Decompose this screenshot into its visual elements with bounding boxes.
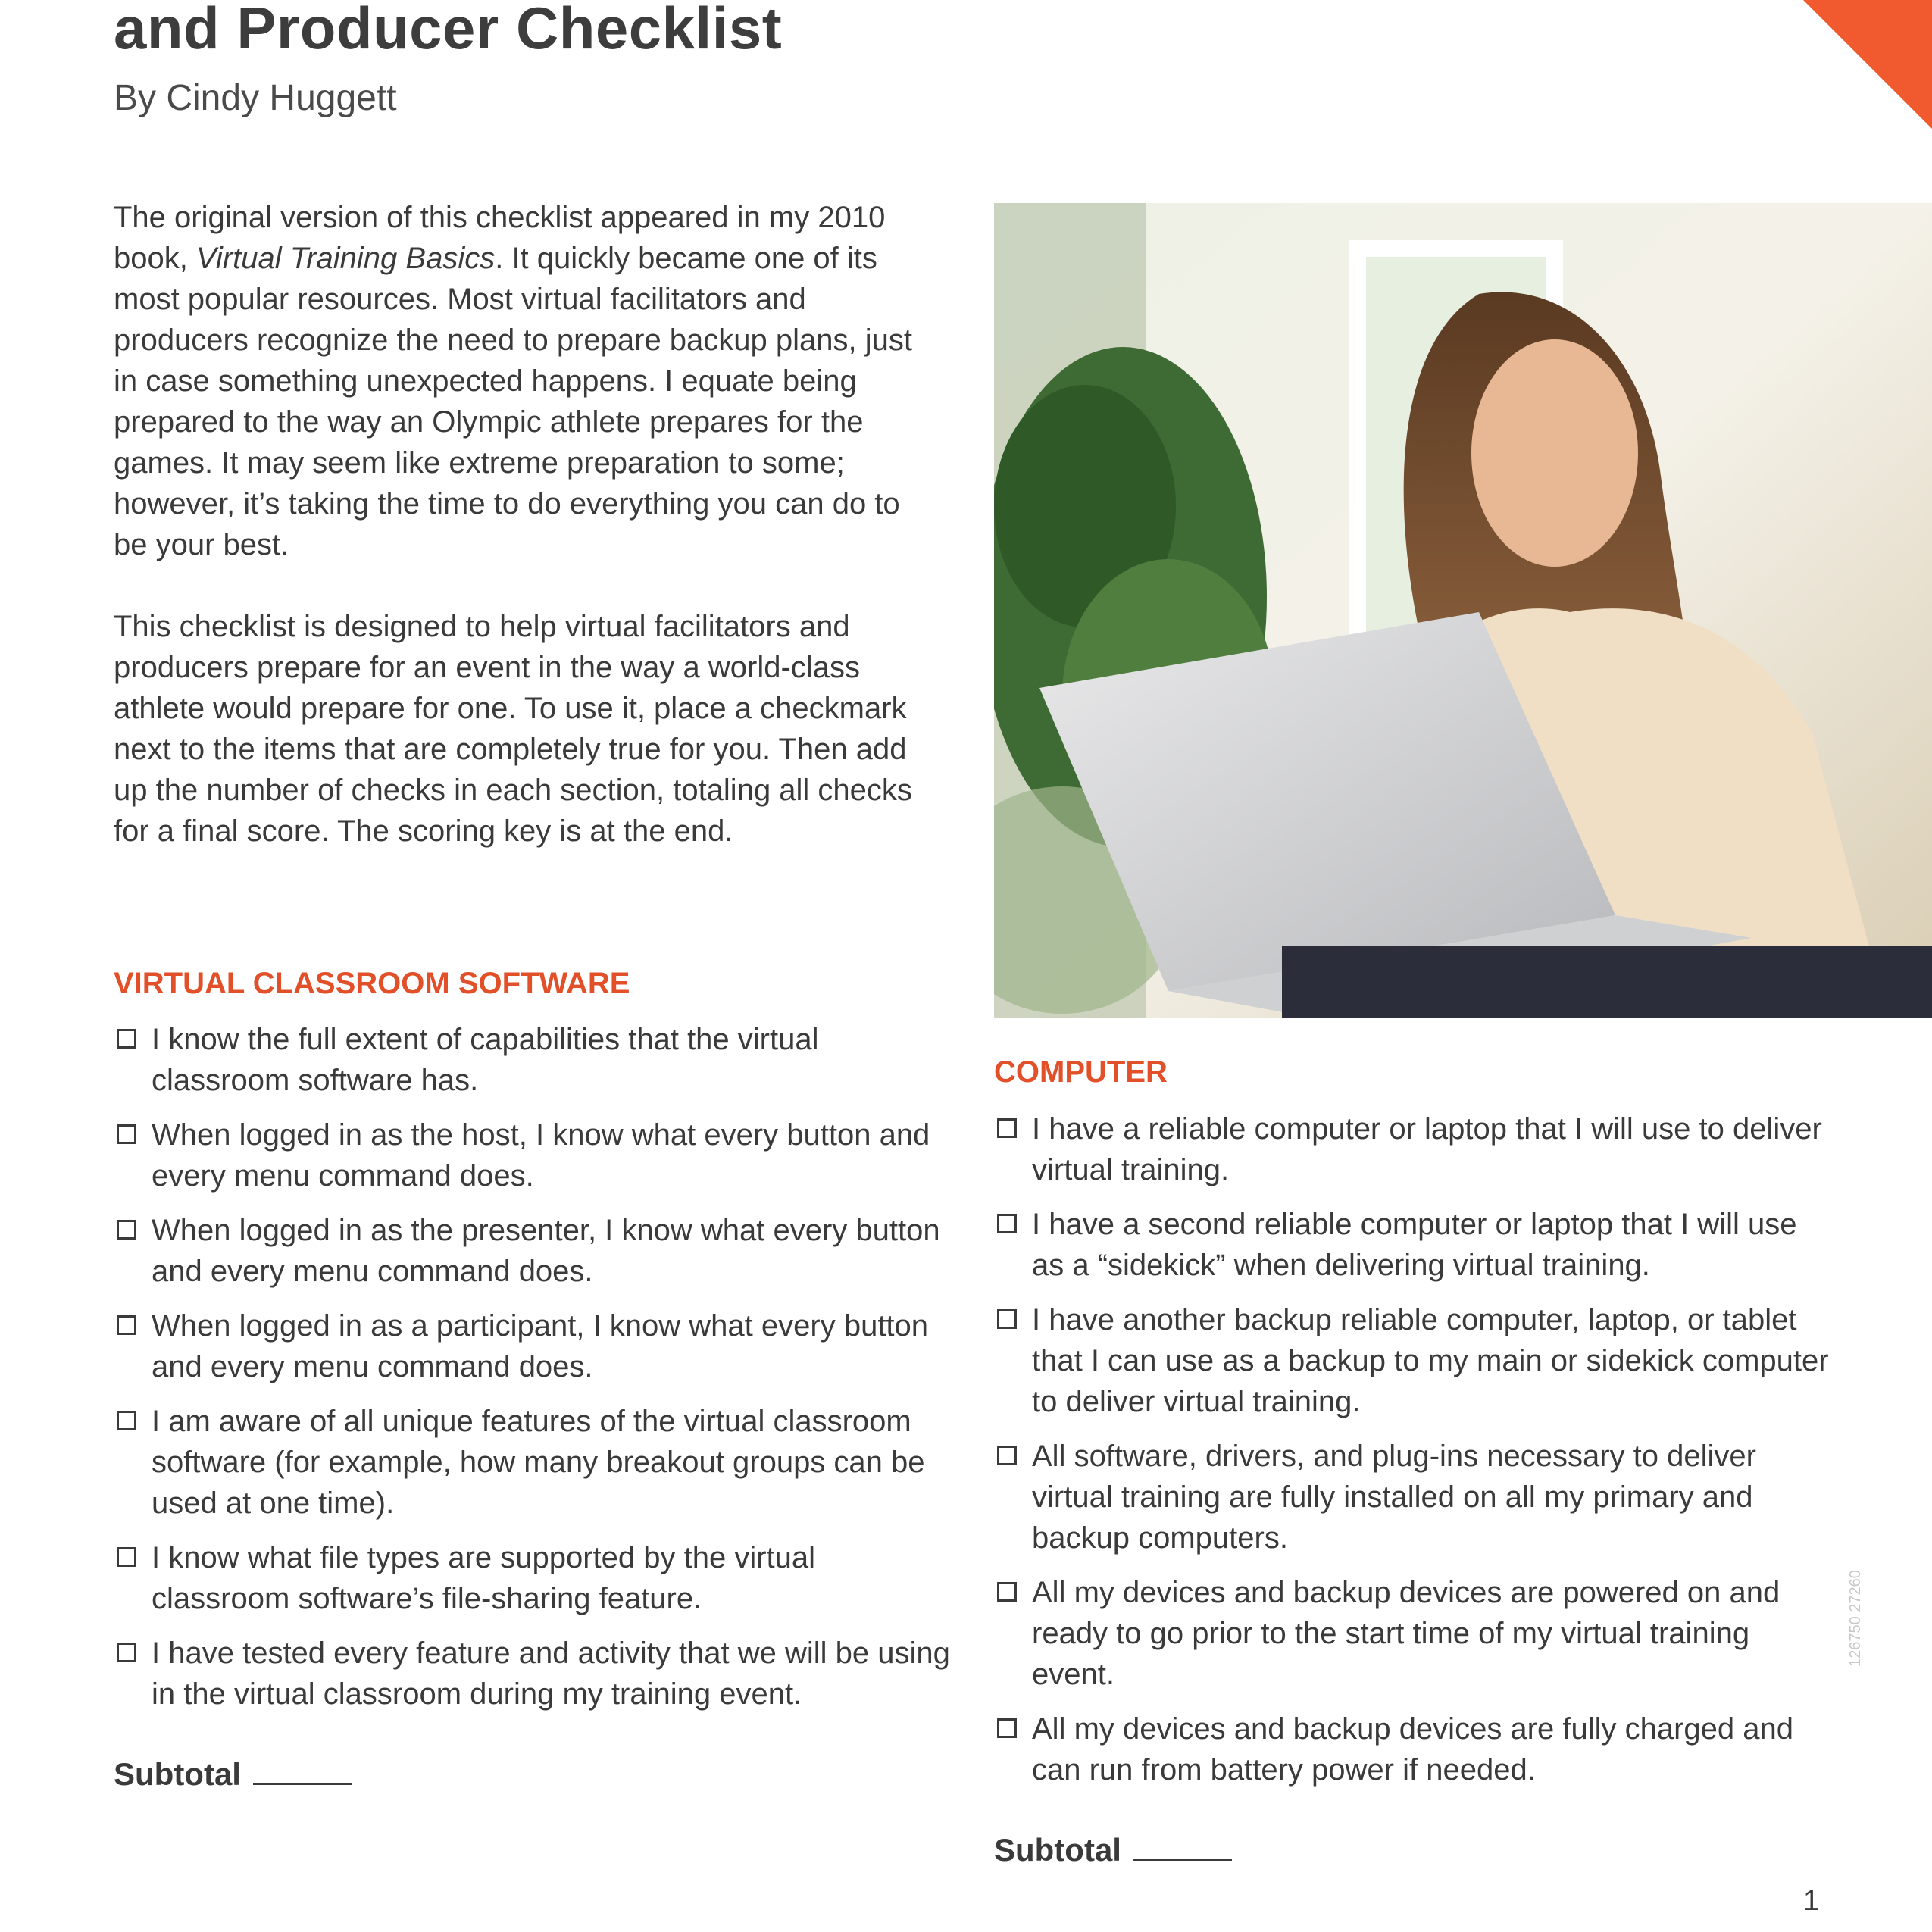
checklist-item-text: When logged in as the host, I know what every button and every menu command does. xyxy=(152,1118,930,1193)
checklist-item xyxy=(994,1299,1835,1422)
checklist-item-text: When logged in as the presenter, I know what every button and every menu command does. xyxy=(152,1214,940,1288)
book-title: Virtual Training Basics xyxy=(195,242,496,275)
checklist-item-text: I know the full extent of capabilities that the virtual classroom software has. xyxy=(152,1023,819,1097)
subtotal-label: Subtotal xyxy=(994,1832,1121,1868)
checklist-item xyxy=(114,1210,955,1292)
intro-paragraph-1-end: . It quickly became one of its most popular resources. Most virtual facilitators and producers recognize the need to prepare backup plans, just in case something unexpected happens. I equate being prepared to the way an Olympic athlete prepares for the games. It may seem like extreme preparation to some; however, it’s taking the time to do everything you can do to be your best. xyxy=(114,242,913,561)
checkbox-icon[interactable] xyxy=(117,1029,136,1049)
checkbox-icon[interactable] xyxy=(997,1446,1017,1465)
checklist-item xyxy=(994,1572,1835,1695)
checklist-item xyxy=(994,1204,1835,1286)
corner-accent-triangle xyxy=(1803,0,1932,129)
computer-checklist xyxy=(994,1108,1835,1804)
intro-paragraph-2: This checklist is designed to help virtual facilitators and producers prepare for an event in the way a world-class athlete would prepare for one. To use it, place a checkmark next to the items that are completely true for you. Then add up the number of checks in each section, totaling all checks for a final score. The scoring key is at the end. xyxy=(114,610,912,848)
checklist-item xyxy=(994,1708,1835,1790)
section-heading-virtual-classroom-software: VIRTUAL CLASSROOM SOFTWARE xyxy=(114,967,630,1000)
intro-paragraph-1 xyxy=(114,197,939,565)
checklist-item xyxy=(994,1108,1835,1190)
computer-subtotal xyxy=(994,1830,1232,1868)
checklist-item-text: I have a second reliable computer or laptop that I will use as a “sidekick” when delivering virtual training. xyxy=(1032,1208,1797,1282)
checklist-item-text: I am aware of all unique features of the virtual classroom software (for example, how many breakout groups can be used at one time). xyxy=(152,1405,925,1520)
page-title: and Producer Checklist xyxy=(114,0,783,61)
checklist-item-text: All my devices and backup devices are powered on and ready to go prior to the start time of my virtual training event. xyxy=(1032,1576,1780,1691)
checkbox-icon[interactable] xyxy=(117,1220,136,1240)
checklist-item-text: All my devices and backup devices are fully charged and can run from battery power if needed. xyxy=(1032,1712,1793,1787)
checklist-item-text: I have another backup reliable computer, laptop, or tablet that I can use as a backup to my main or sidekick computer to deliver virtual training. xyxy=(1032,1303,1829,1418)
side-code: 126750 27260 xyxy=(1847,1570,1864,1667)
checklist-item-text: I have tested every feature and activity that we will be using in the virtual classroom during my training event. xyxy=(152,1637,950,1711)
checklist-item xyxy=(994,1436,1835,1558)
page-number: 1 xyxy=(1803,1885,1820,1917)
checklist-item-text: I have a reliable computer or laptop that I will use to deliver virtual training. xyxy=(1032,1112,1822,1186)
checkbox-icon[interactable] xyxy=(117,1315,136,1335)
checklist-item xyxy=(114,1401,955,1524)
section-heading-computer: COMPUTER xyxy=(994,1055,1168,1089)
subtotal-blank[interactable] xyxy=(253,1754,352,1785)
checkbox-icon[interactable] xyxy=(997,1118,1017,1138)
subtotal-blank[interactable] xyxy=(1133,1830,1232,1861)
checkbox-icon[interactable] xyxy=(117,1411,136,1430)
checkbox-icon[interactable] xyxy=(997,1718,1017,1738)
checklist-item-text: All software, drivers, and plug-ins necessary to deliver virtual training are fully installed on all my primary and backup computers. xyxy=(1032,1440,1756,1555)
checklist-item xyxy=(114,1019,955,1101)
checkbox-icon[interactable] xyxy=(997,1214,1017,1233)
checkbox-icon[interactable] xyxy=(117,1124,136,1144)
checkbox-icon[interactable] xyxy=(117,1643,136,1662)
checkbox-icon[interactable] xyxy=(117,1547,136,1567)
checkbox-icon[interactable] xyxy=(997,1582,1017,1602)
intro-text xyxy=(114,197,939,893)
checkbox-icon[interactable] xyxy=(997,1309,1017,1329)
checklist-item xyxy=(114,1633,955,1715)
checklist-item xyxy=(114,1305,955,1387)
checklist-item xyxy=(114,1114,955,1196)
checklist-item-text: I know what file types are supported by the virtual classroom software’s file-sharing feature. xyxy=(152,1541,816,1615)
byline: By Cindy Huggett xyxy=(114,78,397,118)
software-subtotal xyxy=(114,1754,352,1793)
intro-paragraph-1-start: The original version of this checklist appeared in my 2010 book, xyxy=(114,201,886,275)
checklist-item-text: When logged in as a participant, I know what every button and every menu command does. xyxy=(152,1309,929,1383)
photo-illustration xyxy=(994,203,1932,1018)
subtotal-label: Subtotal xyxy=(114,1756,241,1792)
software-checklist xyxy=(114,1019,955,1728)
woman-with-laptop-photo xyxy=(994,203,1932,1018)
checklist-item xyxy=(114,1537,955,1619)
